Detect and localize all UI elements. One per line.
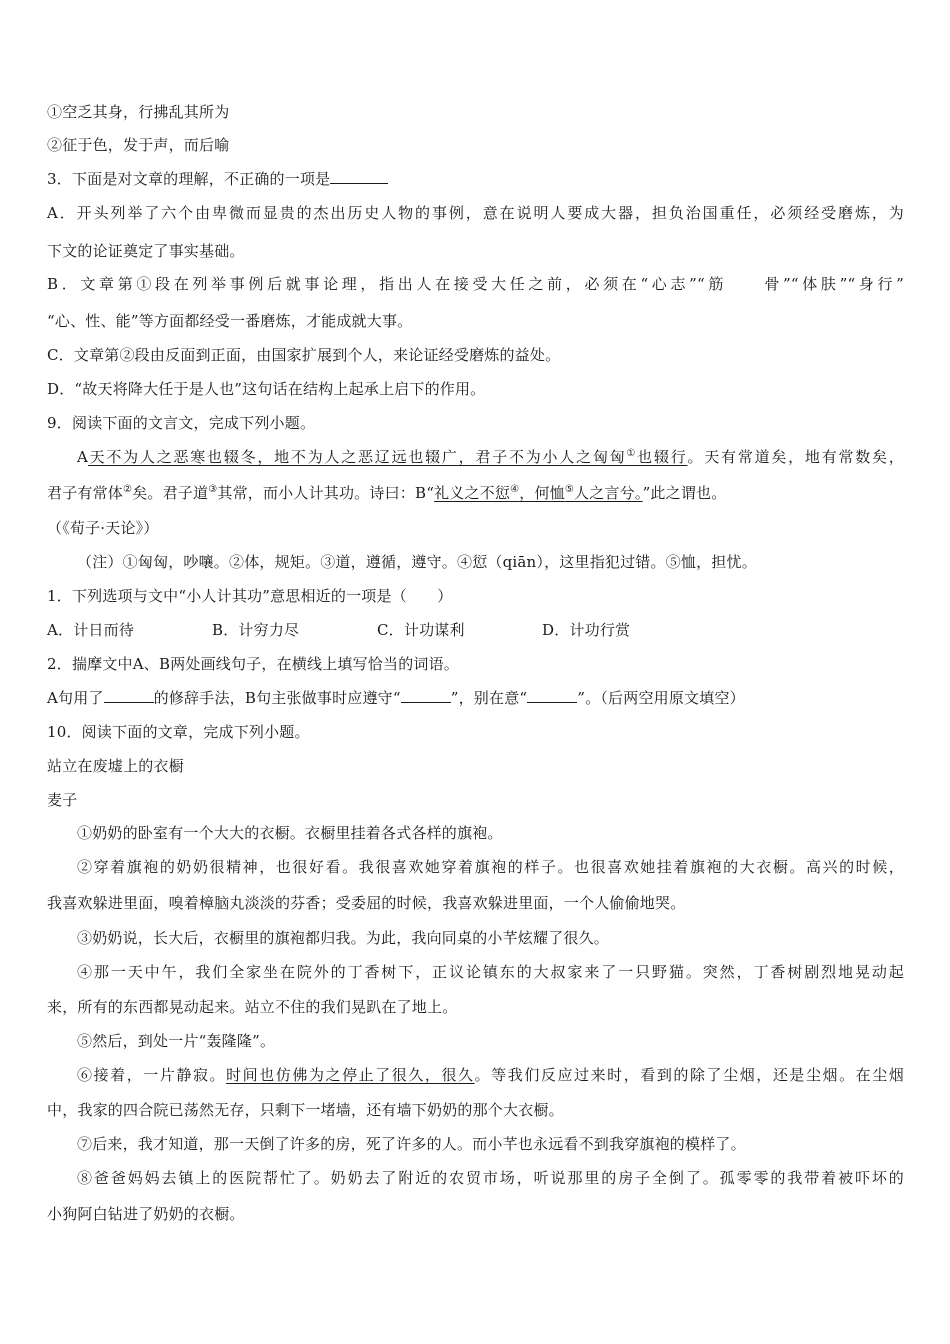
story-paragraph-cont: 来，所有的东西都晃动起来。站立不住的我们晃趴在了地上。 [47, 998, 458, 1016]
story-paragraph: ⑦后来，我才知道，那一天倒了许多的房，死了许多的人。而小芊也永远看不到我穿旗袍的模样了。 [77, 1135, 746, 1153]
underlined-sentence-b [434, 484, 642, 502]
sub-question-2-fill [47, 687, 904, 709]
footnote-mark: ③ [208, 484, 218, 495]
notes: （注）①匈匈，吵嚷。②体，规矩。③道，遵循，遵守。④愆（qiān），这里指犯过错。⑤恤，担忧。 [77, 553, 757, 571]
footnote-mark: ② [123, 484, 133, 495]
option-a-line: A．开头列举了六个由卑微而显贵的杰出历史人物的事例，意在说明人要成大器，担负治国重任，必须经受磨炼，为 [47, 204, 904, 222]
footnote-mark: ⑤ [564, 484, 575, 495]
choice-c[interactable]: C．计功谋利 [377, 621, 465, 639]
underlined-sentence-a [88, 448, 687, 466]
story-paragraph-cont: 小狗阿白钻进了奶奶的衣橱。 [47, 1205, 245, 1223]
text-line: ①空乏其身，行拂乱其所为 [47, 103, 230, 121]
underlined-text: 也辍行 [637, 448, 688, 466]
underlined-text: 礼义之不愆 [434, 484, 511, 502]
classical-text-line [47, 482, 904, 504]
text-span: 矣。君子道 [132, 484, 209, 502]
choice-b[interactable]: B．计穷力尽 [212, 621, 300, 639]
story-paragraph: ②穿着旗袍的奶奶很精神，也很好看。我很喜欢她穿着旗袍的样子。也很喜欢她挂着旗袍的大衣橱。高兴的时候， [77, 858, 904, 876]
question-text: 3．下面是对文章的理解，不正确的一项是 [47, 170, 331, 188]
text-span: 的修辞手法，B句主张做事时应遵守“ [153, 689, 401, 707]
footnote-mark: ① [626, 448, 638, 459]
story-paragraph-cont: 我喜欢躲进里面，嗅着樟脑丸淡淡的芬香；受委屈的时候，我喜欢躲进里面，一个人偷偷地哭。 [47, 894, 686, 912]
text-line: ②征于色，发于声，而后喻 [47, 136, 230, 154]
sub-question-1-options [47, 619, 904, 641]
text-span: 。天有常道矣，地有常数矣， [687, 448, 904, 466]
story-paragraph: ⑤然后，到处一片“轰隆隆”。 [77, 1032, 276, 1050]
story-paragraph: ①奶奶的卧室有一个大大的衣橱。衣橱里挂着各式各样的旗袍。 [77, 824, 503, 842]
text-span: 其常，而小人计其功。诗曰：B“ [217, 484, 435, 502]
answer-blank[interactable] [104, 688, 154, 703]
sub-question-2: 2．揣摩文中A、B两处画线句子，在横线上填写恰当的词语。 [47, 655, 460, 673]
underlined-text: 天不为人之恶寒也辍冬，地不为人之恶辽远也辍广，君子不为小人之匈匈 [88, 448, 627, 466]
option-b-line: “心、性、能”等方面都经受一番磨炼，才能成就大事。 [47, 312, 413, 330]
question-10-title: 10．阅读下面的文章，完成下列小题。 [47, 723, 310, 741]
answer-blank[interactable] [401, 688, 451, 703]
sub-question-1: 1．下列选项与文中“小人计其功”意思相近的一项是（ ） [47, 587, 453, 605]
answer-blank[interactable] [527, 688, 577, 703]
text-span: 君子有常体 [47, 484, 124, 502]
choice-d[interactable]: D．计功行赏 [542, 621, 631, 639]
text-span: ”，别在意“ [450, 689, 528, 707]
story-paragraph: ③奶奶说，长大后，衣橱里的旗袍都归我。为此，我向同桌的小芊炫耀了很久。 [77, 929, 610, 947]
option-d: D．“故天将降大任于是人也”这句话在结构上起承上启下的作用。 [47, 380, 486, 398]
story-title: 站立在废墟上的衣橱 [47, 757, 184, 775]
question-9-title: 9．阅读下面的文言文，完成下列小题。 [47, 414, 316, 432]
option-b-line: B．文章第①段在列举事例后就事论理，指出人在接受大任之前，必须在“心志”“筋 骨”“体肤”“身行” [47, 275, 904, 293]
text-span: ”。（后两空用原文填空） [577, 689, 745, 707]
text-span: ”此之谓也。 [642, 484, 727, 502]
underlined-text: ，何恤 [519, 484, 565, 502]
story-paragraph [77, 1064, 904, 1086]
option-a-line: 下文的论证奠定了事实基础。 [47, 242, 245, 260]
text-span: ⑥接着，一片静寂。 [77, 1066, 227, 1084]
text-span: 。等我们反应过来时，看到的除了尘烟，还是尘烟。在尘烟 [474, 1066, 904, 1084]
classical-text-line [77, 446, 904, 468]
marker-a: A [77, 448, 89, 466]
question-3 [47, 168, 904, 190]
underlined-sentence: 时间也仿佛为之停止了很久，很久 [226, 1066, 475, 1084]
answer-blank[interactable] [330, 169, 388, 184]
author: 麦子 [47, 791, 78, 809]
story-paragraph: ④那一天中午，我们全家坐在院外的丁香树下，正议论镇东的大叔家来了一只野猫。突然，丁香树剧烈地晃动起 [77, 963, 904, 981]
underlined-text: 人之言兮。 [574, 484, 643, 502]
text-span: A句用了 [47, 689, 104, 707]
source-citation: （《荀子·天论》） [47, 519, 159, 537]
option-c: C．文章第②段由反面到正面，由国家扩展到个人，来论证经受磨炼的益处。 [47, 346, 561, 364]
choice-a[interactable]: A．计日而待 [47, 621, 135, 639]
story-paragraph: ⑧爸爸妈妈去镇上的医院帮忙了。奶奶去了附近的农贸市场，听说那里的房子全倒了。孤零零的我带着被吓坏的 [77, 1169, 904, 1187]
footnote-mark: ④ [510, 484, 520, 495]
story-paragraph-cont: 中，我家的四合院已荡然无存，只剩下一堵墙，还有墙下奶奶的那个大衣橱。 [47, 1101, 564, 1119]
